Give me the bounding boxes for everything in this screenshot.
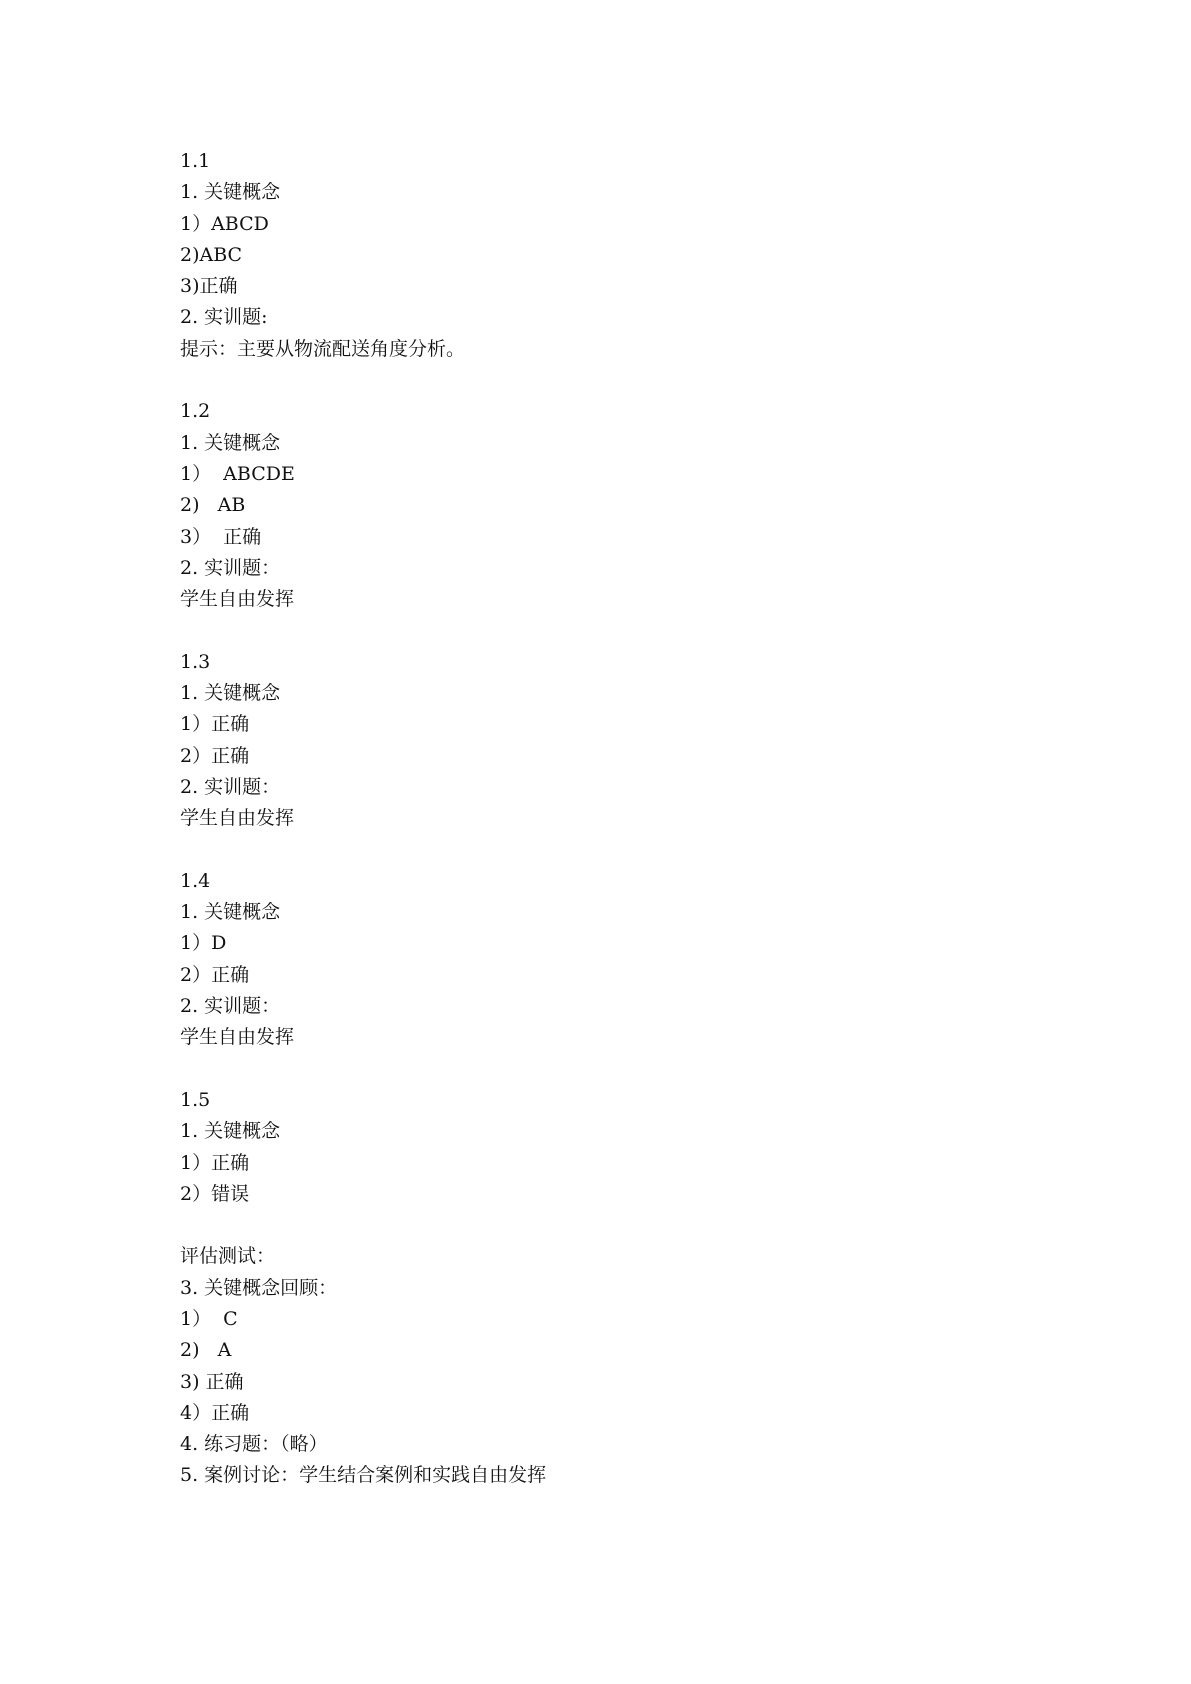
section-spacer [180,365,1080,396]
text-line: 1. 关键概念 [180,1120,281,1143]
text-line: 1. 关键概念 [180,181,281,204]
text-line: 2. 实训题： [180,775,281,798]
text-line: 3)正确 [180,275,238,298]
section-spacer [180,1210,1080,1241]
text-line: 5. 案例讨论：学生结合案例和实践自由发挥 [180,1464,547,1487]
text-line: 1）正确 [180,713,250,736]
text-line: 2）错误 [180,1182,250,1205]
text-line: 2）正确 [180,744,250,767]
text-line: 2) AB [180,494,246,517]
answer-content [180,146,1080,1492]
section-heading: 1.4 [180,869,211,892]
text-line: 2. 实训题： [180,995,281,1018]
text-line: 2. 实训题: [180,306,268,329]
text-line: 2）正确 [180,963,250,986]
section-heading: 1.3 [180,650,211,673]
text-line: 1） C [180,1307,238,1330]
section-spacer [180,835,1080,866]
text-line: 2)ABC [180,243,243,266]
text-line: 3） 正确 [180,525,262,548]
text-line: 1）D [180,932,227,955]
text-line: 1. 关键概念 [180,431,281,454]
section-heading: 1.5 [180,1088,211,1111]
text-line: 3) 正确 [180,1370,244,1393]
section-spacer [180,1054,1080,1085]
text-line: 4）正确 [180,1401,250,1424]
text-line: 学生自由发挥 [180,807,295,830]
text-line: 1. 关键概念 [180,901,281,924]
section-spacer [180,615,1080,646]
text-line: 学生自由发挥 [180,588,295,611]
text-line: 2) A [180,1339,232,1362]
text-line: 3. 关键概念回顾： [180,1276,338,1299]
section-heading: 评估测试： [180,1245,276,1268]
text-line: 1） ABCDE [180,462,295,485]
section-heading: 1.1 [180,150,211,172]
text-line: 1. 关键概念 [180,682,281,705]
text-line: 4. 练习题：（略） [180,1433,328,1456]
text-line: 提示：主要从物流配送角度分析。 [180,337,466,360]
section-heading: 1.2 [180,400,211,423]
text-line: 1）ABCD [180,212,269,235]
text-line: 学生自由发挥 [180,1026,295,1049]
text-line: 2. 实训题： [180,556,281,579]
text-line: 1）正确 [180,1151,250,1174]
